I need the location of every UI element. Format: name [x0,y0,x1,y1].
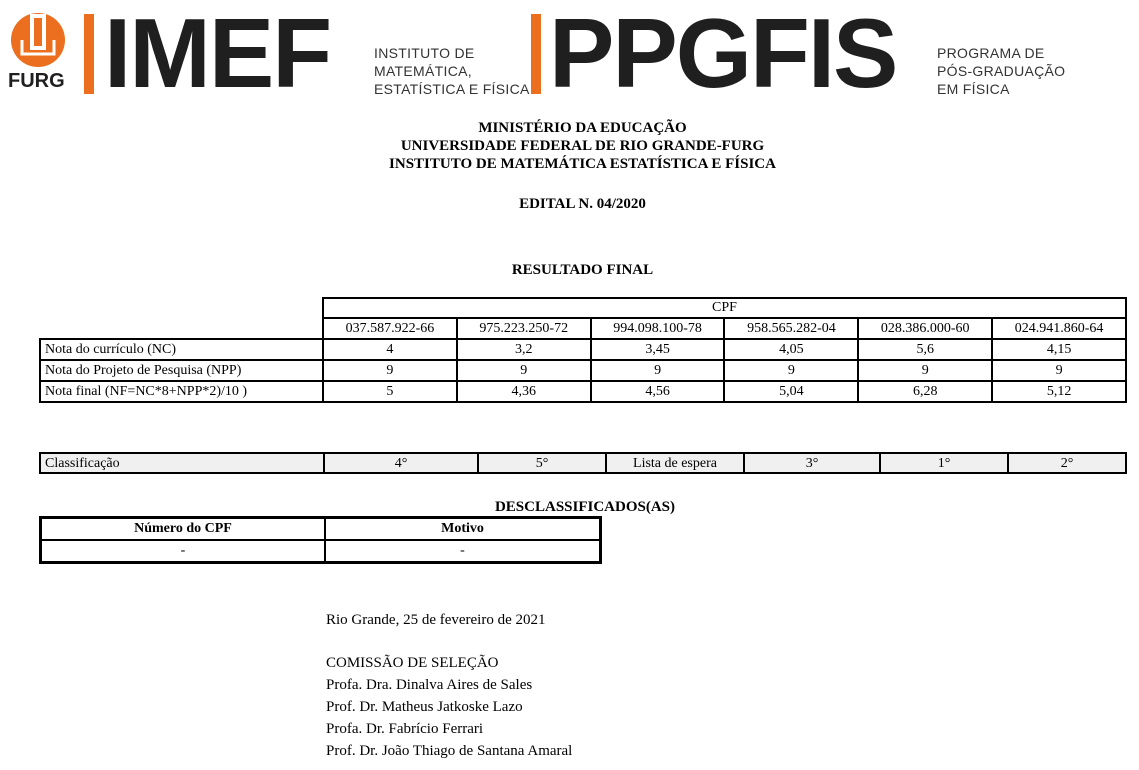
row-label: Nota do currículo (NC) [40,339,323,360]
heading-institute: INSTITUTO DE MATEMÁTICA ESTATÍSTICA E FÍSICA [389,156,776,172]
document-heading [0,119,1139,173]
cpf-cell: 975.223.250-72 [457,318,591,339]
cpf-cell: 958.565.282-04 [724,318,858,339]
score-cell: 4 [323,339,457,360]
score-cell: 5,12 [992,381,1126,402]
score-cell: 5,04 [724,381,858,402]
disqualified-reason-cell: - [325,540,601,563]
place-date: Rio Grande, 25 de fevereiro de 2021 [326,612,546,628]
score-cell: 9 [724,360,858,381]
disqualified-title: DESCLASSIFICADOS(AS) [494,499,676,515]
row-label: Nota final (NF=NC*8+NPP*2)/10 ) [40,381,323,402]
score-cell: 6,28 [858,381,992,402]
cpf-cell: 024.941.860-64 [992,318,1126,339]
disqualified-header-row [41,518,601,541]
score-cell: 4,36 [457,381,591,402]
score-cell: 9 [323,360,457,381]
score-cell: 9 [457,360,591,381]
result-title: RESULTADO FINAL [511,262,654,278]
table-row [40,360,1126,381]
classification-label: Classificação [40,453,324,473]
cpf-cell: 028.386.000-60 [858,318,992,339]
header-banner [0,0,1139,108]
cpf-row [40,318,1126,339]
furg-logo [10,10,66,72]
table-row [40,339,1126,360]
score-cell: 9 [858,360,992,381]
score-cell: 4,05 [724,339,858,360]
rank-cell: 2° [1008,453,1126,473]
score-cell: 5,6 [858,339,992,360]
disqualified-table [39,516,602,564]
cpf-header: CPF [323,298,1126,318]
cpf-cell: 037.587.922-66 [323,318,457,339]
rank-cell: 1° [880,453,1008,473]
disqualified-cpf-cell: - [41,540,326,563]
ppgfis-subtitle: PROGRAMA DE PÓS-GRADUAÇÃO EM FÍSICA [937,45,1066,97]
score-cell: 4,15 [992,339,1126,360]
rank-cell: 4° [324,453,478,473]
commission-member: Prof. Dr. Matheus Jatkoske Lazo [326,699,523,715]
heading-university: UNIVERSIDADE FEDERAL DE RIO GRANDE-FURG [400,138,765,154]
commission-member: Profa. Dr. Fabrício Ferrari [326,721,484,737]
score-cell: 3,2 [457,339,591,360]
results-table [39,297,1127,403]
score-cell: 9 [591,360,725,381]
rank-cell: Lista de espera [606,453,744,473]
column-header-reason: Motivo [325,518,601,541]
commission-member: Profa. Dra. Dinalva Aires de Sales [326,677,533,693]
imef-subtitle: INSTITUTO DE MATEMÁTICA, ESTATÍSTICA E FÍSICA [374,45,530,97]
rank-cell: 5° [478,453,606,473]
furg-label: FURG [8,70,65,92]
imef-accent-bar [84,14,94,94]
score-cell: 3,45 [591,339,725,360]
commission-title: COMISSÃO DE SELEÇÃO [326,655,499,671]
commission-member: Prof. Dr. João Thiago de Santana Amaral [326,743,573,759]
table-row [41,540,601,563]
cpf-header-row [40,298,1126,318]
ppgfis-logo-text: PPGFIS [549,0,897,108]
heading-ministry: MINISTÉRIO DA EDUCAÇÃO [478,120,687,136]
score-cell: 4,56 [591,381,725,402]
score-cell: 9 [992,360,1126,381]
column-header-cpf: Número do CPF [41,518,326,541]
edital-number: EDITAL N. 04/2020 [519,196,646,212]
classification-row [40,453,1126,473]
classification-table [39,452,1127,474]
row-label: Nota do Projeto de Pesquisa (NPP) [40,360,323,381]
commission-block [326,652,572,762]
table-row [40,381,1126,402]
ppgfis-accent-bar [531,14,541,94]
imef-logo-text: IMEF [104,0,331,108]
rank-cell: 3° [744,453,880,473]
cpf-cell: 994.098.100-78 [591,318,725,339]
score-cell: 5 [323,381,457,402]
